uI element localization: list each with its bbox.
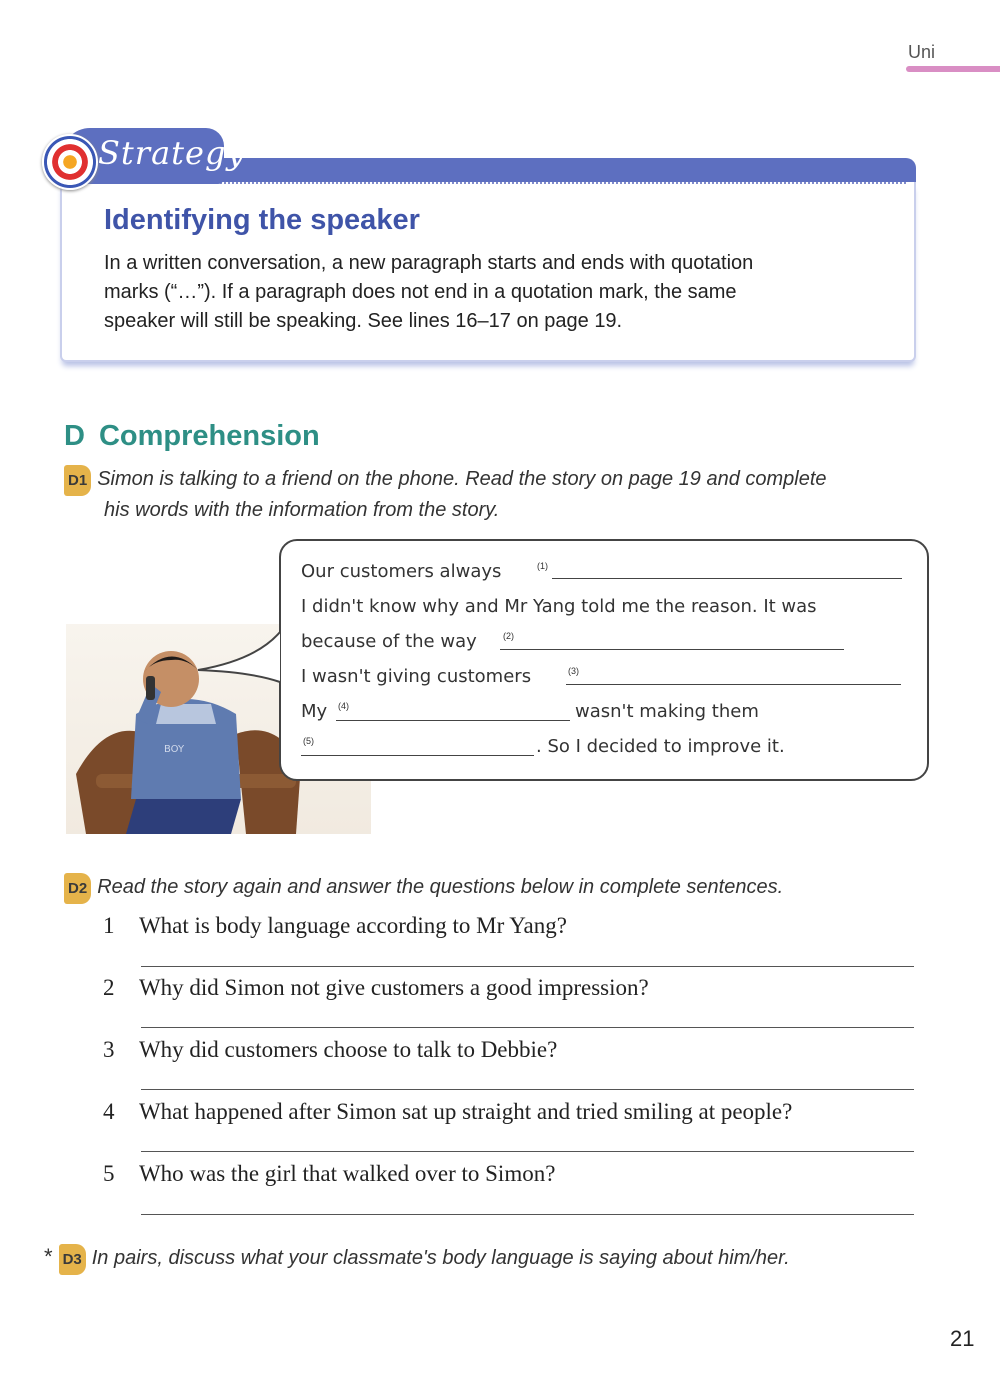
strategy-text-line: In a written conversation, a new paragraph starts and ends with quotation xyxy=(104,252,754,274)
question-number: 3 xyxy=(103,1037,115,1062)
star-icon: * xyxy=(44,1244,53,1269)
speech-bubble-tail xyxy=(196,630,284,690)
answer-line-3[interactable] xyxy=(141,1089,914,1090)
question-number: 5 xyxy=(103,1161,115,1186)
blank-number-1: (1) xyxy=(537,561,548,571)
blank-number-5: (5) xyxy=(303,736,314,746)
question-number: 4 xyxy=(103,1099,115,1124)
d2-instruction-text: Read the story again and answer the questions below in complete sentences. xyxy=(97,876,784,898)
blank-number-2: (2) xyxy=(503,631,514,641)
bubble-line-3-text: because of the way xyxy=(301,631,477,652)
question-1 xyxy=(103,913,567,939)
page-number: 21 xyxy=(950,1326,975,1351)
question-text: What happened after Simon sat up straight and tried smiling at people? xyxy=(138,1099,793,1124)
bubble-line-5-after: wasn't making them xyxy=(575,701,759,722)
section-letter: D xyxy=(64,420,85,452)
answer-blank-1[interactable] xyxy=(552,578,902,579)
d3-tag: D3 xyxy=(59,1244,86,1275)
section-title: Comprehension xyxy=(98,420,320,452)
unit-tab-bar xyxy=(906,66,1000,72)
question-4 xyxy=(103,1099,792,1125)
answer-blank-4[interactable] xyxy=(336,720,570,721)
answer-blank-3[interactable] xyxy=(566,684,901,685)
answer-line-2[interactable] xyxy=(141,1027,914,1028)
question-text: What is body language according to Mr Yang? xyxy=(138,913,567,938)
question-number: 1 xyxy=(103,913,115,938)
question-2 xyxy=(103,975,649,1001)
d3-instruction xyxy=(44,1242,790,1275)
d1-instruction-line: Simon is talking to a friend on the phone. Read the story on page 19 and complete xyxy=(97,468,827,490)
strategy-badge-word: Strategy xyxy=(98,134,246,172)
unit-tab xyxy=(902,40,1000,76)
d1-tag: D1 xyxy=(64,465,91,496)
blank-number-3: (3) xyxy=(568,666,579,676)
bubble-line-6-after: . So I decided to improve it. xyxy=(536,736,785,757)
target-icon xyxy=(42,134,98,190)
unit-label: Uni xyxy=(908,42,936,62)
blank-number-4: (4) xyxy=(338,701,349,711)
question-text: Who was the girl that walked over to Simon? xyxy=(138,1161,556,1186)
question-number: 2 xyxy=(103,975,115,1000)
strategy-text xyxy=(104,249,874,336)
d1-instruction xyxy=(64,465,924,525)
bubble-line-5-before: My xyxy=(301,701,328,722)
section-heading xyxy=(64,420,320,453)
d2-tag: D2 xyxy=(64,873,91,904)
question-3 xyxy=(103,1037,557,1063)
strategy-badge xyxy=(42,128,246,190)
strategy-header-band xyxy=(160,158,916,184)
d3-instruction-text: In pairs, discuss what your classmate's body language is saying about him/her. xyxy=(91,1247,790,1269)
d2-instruction xyxy=(64,873,783,904)
answer-line-4[interactable] xyxy=(141,1151,914,1152)
question-text: Why did customers choose to talk to Debbie? xyxy=(138,1037,558,1062)
answer-blank-2[interactable] xyxy=(500,649,844,650)
question-5 xyxy=(103,1161,555,1187)
answer-blank-5[interactable] xyxy=(301,755,534,756)
d1-instruction-line: his words with the information from the story. xyxy=(104,499,500,521)
question-text: Why did Simon not give customers a good impression? xyxy=(138,975,649,1000)
svg-text:BOY: BOY xyxy=(164,744,185,755)
answer-line-5[interactable] xyxy=(141,1214,914,1215)
strategy-text-line: speaker will still be speaking. See lines 16–17 on page 19. xyxy=(104,310,623,332)
bubble-line-4-text: I wasn't giving customers xyxy=(301,666,532,687)
bubble-line-1-text: Our customers always xyxy=(301,561,502,582)
strategy-title: Identifying the speaker xyxy=(104,204,420,236)
bubble-line-2-text: I didn't know why and Mr Yang told me the reason. It was xyxy=(301,596,817,617)
strategy-text-line: marks (“…”). If a paragraph does not end in a quotation mark, the same xyxy=(104,281,737,303)
answer-line-1[interactable] xyxy=(141,966,914,967)
